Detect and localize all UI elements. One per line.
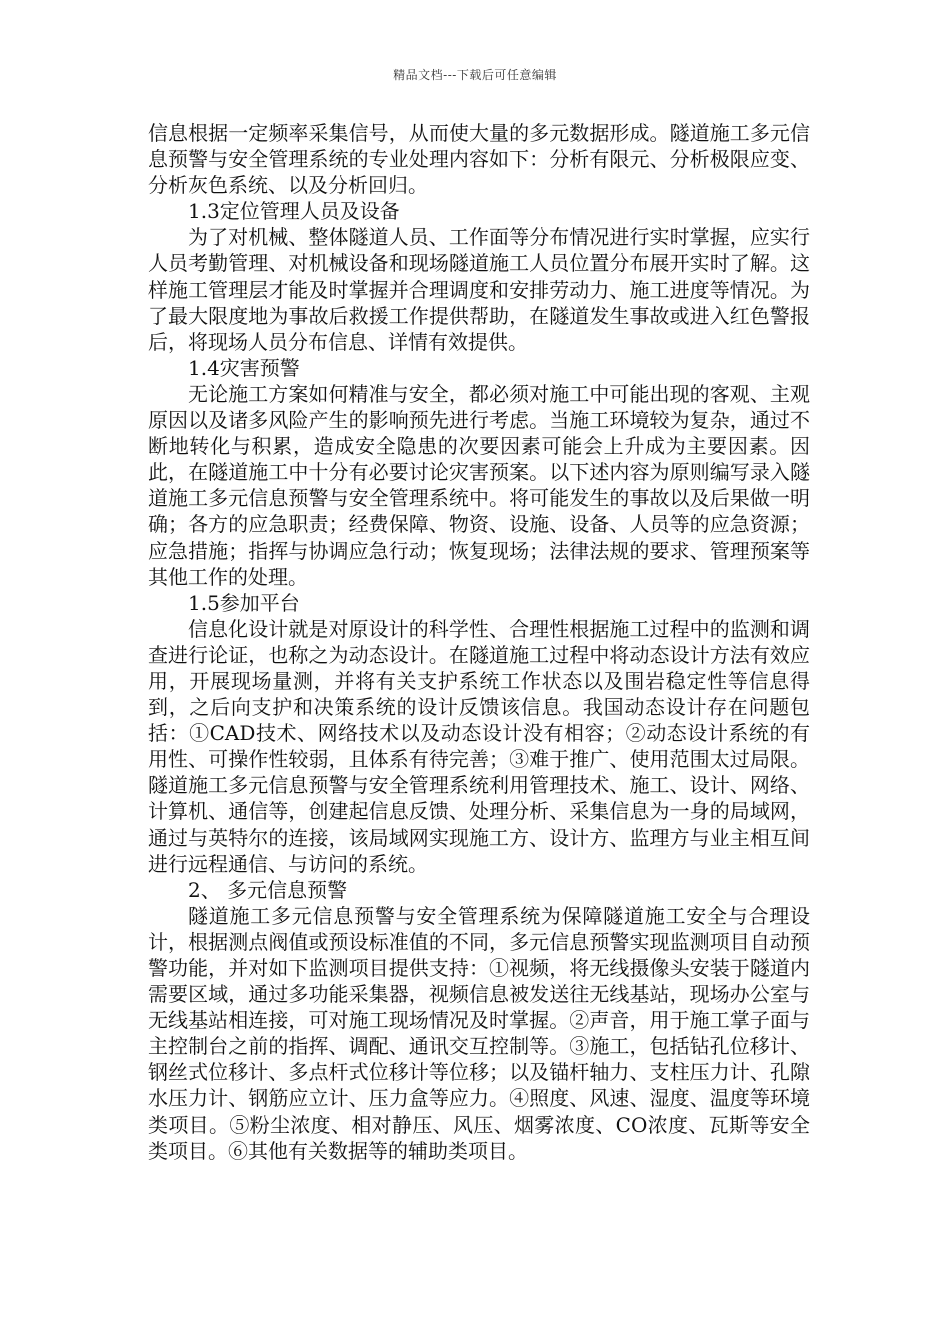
section-heading-2: 2、 多元信息预警 [188,877,348,902]
page-header: 精品文档---下载后可任意编辑 [393,68,557,82]
paragraph-intro-continued: 信息根据一定频率采集信号，从而使大量的多元数据形成。隧道施工多元信息预警与安全管理系统的专业处理内容如下：分析有限元、分析极限应变、分析灰色系统、以及分析回归。 [148,121,810,198]
section-heading-1-4: 1.4灾害预警 [188,355,300,380]
document-body [148,120,810,1164]
paragraph-platform: 信息化设计就是对原设计的科学性、合理性根据施工过程中的监测和调查进行论证，也称之为动态设计。在隧道施工过程中将动态设计方法有效应用，开展现场量测，并将有关支护系统工作状态以及围岩稳定性等信息得到，之后向支护和决策系统的设计反馈该信息。我国动态设计存在问题包括：①CAD技术、网络技术以及动态设计没有相容；②动态设计系统的有用性、可操作性较弱，且体系有待完善；③难于推广、使用范围太过局限。隧道施工多元信息预警与安全管理系统利用管理技术、施工、设计、网络、计算机、通信等，创建起信息反馈、处理分析、采集信息为一身的局域网，通过与英特尔的连接，该局域网实现施工方、设计方、监理方与业主相互间进行远程通信、与访问的系统。 [148,616,810,876]
paragraph-positioning: 为了对机械、整体隧道人员、工作面等分布情况进行实时掌握，应实行人员考勤管理、对机械设备和现场隧道施工人员位置分布展开实时了解。这样施工管理层才能及时掌握并合理调度和安排劳动力、施工进度等情况。为了最大限度地为事故后救援工作提供帮助，在隧道发生事故或进入红色警报后，将现场人员分布信息、详情有效提供。 [148,225,810,354]
section-heading-1-3: 1.3定位管理人员及设备 [188,199,400,224]
paragraph-disaster-warning: 无论施工方案如何精准与安全，都必须对施工中可能出现的客观、主观原因以及诸多风险产生的影响预先进行考虑。当施工环境较为复杂，通过不断地转化与积累，造成安全隐患的次要因素可能会上升成为主要因素。因此，在隧道施工中十分有必要讨论灾害预案。以下述内容为原则编写录入隧道施工多元信息预警与安全管理系统中。将可能发生的事故以及后果做一明确；各方的应急职责；经费保障、物资、设施、设备、人员等的应急资源；应急措施；指挥与协调应急行动；恢复现场；法律法规的要求、管理预案等其他工作的处理。 [148,381,810,589]
section-heading-1-5: 1.5参加平台 [188,590,300,615]
paragraph-multi-info-warning: 隧道施工多元信息预警与安全管理系统为保障隧道施工安全与合理设计，根据测点阀值或预设标准值的不同，多元信息预警实现监测项目自动预警功能，并对如下监测项目提供支持：①视频，将无线摄像头安装于隧道内需要区域，通过多功能采集器，视频信息被发送往无线基站，现场办公室与无线基站相连接，可对施工现场情况及时掌握。②声音，用于施工掌子面与主控制台之前的指挥、调配、通讯交互控制等。③施工，包括钻孔位移计、钢丝式位移计、多点杆式位移计等位移；以及锚杆轴力、支柱压力计、孔隙水压力计、钢筋应立计、压力盒等应力。④照度、风速、湿度、温度等环境类项目。⑤粉尘浓度、相对静压、风压、烟雾浓度、CO浓度、瓦斯等安全类项目。⑥其他有关数据等的辅助类项目。 [148,903,810,1163]
